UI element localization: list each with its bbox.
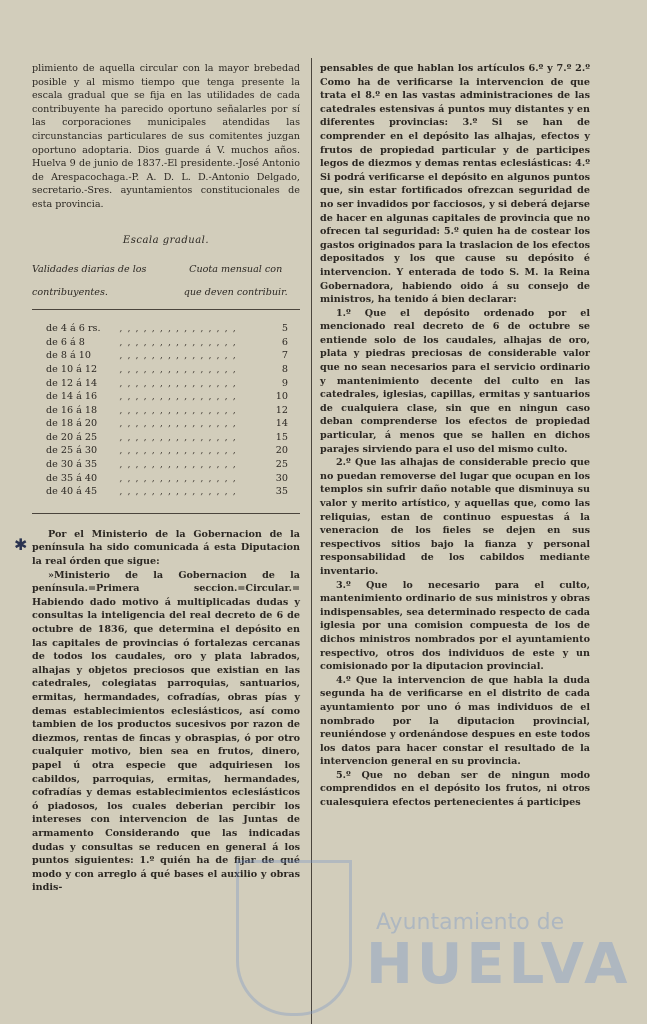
- scale-rule-bottom: [32, 513, 300, 514]
- scale-row-range: de 10 á 12: [46, 363, 98, 375]
- left-paragraph-1: plimiento de aquella circular con la mayor brebedad posible y al mismo tiempo que tenga presente la escala gradual que se fija en las utilidades de cada contribuyente ha parecido oportuno señalarles por sí las corporaciones municipales atendidas las circunstancias particulares de sus comitentes juzgan oportuno adoptaria. Dios guarde á V. muchos años. Huelva 9 de junio de 1837.-El presidente.-José Antonio de Arespacochaga.-P. A. D. L. D.-Antonio Delgado, secretario.-Sres. ayuntamientos constitucionales de esta provincia.: [32, 63, 300, 210]
- scale-row: [32, 349, 300, 363]
- scale-row-fee: 20: [275, 445, 288, 457]
- watermark-line-1: Ayuntamiento de: [376, 910, 565, 935]
- scale-row-fee: 9: [281, 377, 288, 389]
- scale-row: [32, 322, 300, 336]
- scale-header-left: Validades diarias de los: [32, 264, 147, 276]
- scale-row-range: de 30 á 35: [46, 459, 98, 471]
- scale-row-fee: 15: [275, 431, 288, 443]
- scale-row-range: de 8 á 10: [46, 350, 91, 362]
- scale-row-fee: 14: [275, 418, 288, 430]
- right-paragraph-5: 4.º Que la intervencion de que habla la duda segunda ha de verificarse en el distrito de cada ayuntamiento por uno ó mas individuos de el nombrado por la diputacion provincial, reuniéndose y ordenándose despues en este todos los datos para hacer constar el resultado de la intervencion general en su provincia.: [320, 674, 590, 768]
- scale-row-leader: , , , , , , , , , , , , , , ,: [119, 459, 237, 471]
- scale-row: [32, 444, 300, 458]
- scale-row-leader: , , , , , , , , , , , , , , ,: [119, 472, 237, 484]
- scale-row-leader: , , , , , , , , , , , , , , ,: [119, 431, 237, 443]
- scale-row: [32, 472, 300, 486]
- scale-row-range: de 20 á 25: [46, 431, 98, 443]
- scale-row-leader: , , , , , , , , , , , , , , ,: [119, 391, 237, 403]
- scale-row: [32, 336, 300, 350]
- scale-row-fee: 10: [275, 391, 288, 403]
- watermark-shield-icon: [236, 860, 352, 1016]
- scale-row: [32, 404, 300, 418]
- scale-row-range: de 40 á 45: [46, 486, 98, 498]
- scale-row-leader: , , , , , , , , , , , , , , ,: [119, 323, 237, 335]
- scale-row: [32, 485, 300, 499]
- scale-row-range: de 6 á 8: [46, 336, 85, 348]
- scale-row-fee: 6: [281, 336, 288, 348]
- right-paragraph-2: 1.º Que el depósito ordenado por el mencionado real decreto de 6 de octubre se entiende solo de los caudales, alhajas de oro, plata y piedras preciosas de considerable valor que no sean necesarios para el servicio ordinario y mantenimiento decente del culto en las catedrales, iglesias, capillas, ermitas y santuarios de cualquiera clase, sin que en ningun caso deban comprenderse los efectos de propiedad particular, á menos que se hallen en dichos parajes sirviendo para el uso del mismo culto.: [320, 307, 590, 455]
- scale-row-range: de 14 á 16: [46, 391, 98, 403]
- scale-row: [32, 458, 300, 472]
- scale-row-range: de 12 á 14: [46, 377, 98, 389]
- scale-row-leader: , , , , , , , , , , , , , , ,: [119, 377, 237, 389]
- scale-row-fee: 12: [275, 404, 288, 416]
- margin-mark-icon: ✱: [14, 535, 28, 554]
- scale-row-range: de 18 á 20: [46, 418, 98, 430]
- scale-row-fee: 35: [275, 486, 288, 498]
- scale-row-leader: , , , , , , , , , , , , , , ,: [119, 363, 237, 375]
- scale-row-leader: , , , , , , , , , , , , , , ,: [119, 486, 237, 498]
- scale-row-leader: , , , , , , , , , , , , , , ,: [119, 350, 237, 362]
- scale-row-fee: 7: [281, 350, 288, 362]
- scale-row-leader: , , , , , , , , , , , , , , ,: [119, 445, 237, 457]
- scale-header-right-2: que deven contribuir.: [183, 287, 288, 299]
- scale-header-2: [32, 286, 300, 299]
- right-paragraph-4: 3.º Que lo necesario para el culto, mantenimiento ordinario de sus ministros y obras indispensables, sea determinado respecto de cada iglesia por una comision compuesta de los de dichos ministros nombrados por el ayuntamiento respectivo, otros dos individuos de este y un comisionado por la diputacion provincial.: [320, 579, 590, 673]
- right-paragraph-1: pensables de que hablan los artículos 6.º y 7.º 2.º Como ha de verificarse la intervencion de que trata el 8.º en las vastas administraciones de las catedrales estensivas á puntos muy distantes y en diferentes provincias: 3.º Si se han de comprender en el depósito las alhajas, efectos y frutos de propiedad particular y de participes legos de diezmos y demas rentas eclesiásticas: 4.º Si podrá verificarse el depósito en algunos puntos que, sin estar fortificados ofrezcan seguridad de no ser invadidos por facciosos, y si deberá dejarse de hacer en algunas capitales de provincia que no ofrecen tal seguridad: 5.º quien ha de costear los gastos originados para la traslacion de los efectos depositados y los que cause su depósito é intervencion. Y enterada de todo S. M. la Reina Gobernadora, habiendo oido á su consejo de ministros, ha tenido á bien declarar:: [320, 63, 590, 306]
- watermark-line-2: HUELVA: [366, 932, 632, 997]
- scale-row-fee: 30: [275, 472, 288, 484]
- scale-row-fee: 25: [275, 459, 288, 471]
- watermark: [236, 860, 636, 1020]
- scale-header-left-2: contribuyentes.: [32, 287, 108, 299]
- scale-row-range: de 25 á 30: [46, 445, 98, 457]
- right-paragraph-6: 5.º Que no deban ser de ningun modo comprendidos en el depósito los frutos, ni otros cualesquiera efectos pertenecientes á participes: [320, 769, 590, 809]
- scale-header-right: Cuota mensual con: [189, 264, 283, 276]
- scale-row-leader: , , , , , , , , , , , , , , ,: [119, 404, 237, 416]
- scale-header: [32, 263, 300, 276]
- scale-row-fee: 5: [281, 323, 288, 335]
- scale-row-leader: , , , , , , , , , , , , , , ,: [119, 336, 237, 348]
- scale-rule-top: [32, 309, 300, 310]
- scale-table: [32, 322, 300, 499]
- scale-row: [32, 390, 300, 404]
- scale-row-fee: 8: [281, 363, 288, 375]
- scale-row-range: de 35 á 40: [46, 472, 98, 484]
- scale-row-range: de 4 á 6 rs.: [46, 323, 101, 335]
- scale-row: [32, 417, 300, 431]
- scale-row: [32, 431, 300, 445]
- scale-row: [32, 377, 300, 391]
- left-paragraph-3: »Ministerio de la Gobernacion de la península.=Primera seccion.=Circular.= Habiendo dado motivo á multiplicadas dudas y consultas la inteligencia del real decreto de 6 de octubre de 1836, que determina el depósito en las capitales de provincias ó fortalezas cercanas de todos los caudales, oro y plata labrados, alhajas y objetos preciosos que existian en las catedrales, colegiatas parroquias, santuarios, ermitas, hermandades, cofradías, obras pías y demas establecimientos eclesiásticos, así como tambien de los productos sucesivos por razon de diezmos, rentas de fincas y obraspias, ó por otro cualquier motivo, bien sea en frutos, dinero, papel ú otra especie que adquiriesen los cabildos, parroquias, ermitas, hermandades, cofradías y demas establecimientos eclesiásticos ó piadosos, los cuales deberian percibir los intereses con intervencion de las Juntas de armamento Considerando que las indicadas dudas y consultas se reducen en general á los puntos siguientes: 1.º quién ha de fijar de qué modo y con arreglo á qué bases el auxilio y obras indis-: [32, 569, 300, 894]
- right-paragraph-3: 2.º Que las alhajas de considerable precio que no puedan removerse del lugar que ocupan en los templos sin sufrir daño notable que disminuya su valor y merito artístico, y aquellas que, como las reliquias, estan de continuo espuestas á la veneracion de los fieles se dejen en sus respectivos sitios bajo la fianza y personal responsabilidad de los cabildos mediante inventario.: [320, 457, 590, 577]
- scale-row: [32, 363, 300, 377]
- scale-row-leader: , , , , , , , , , , , , , , ,: [119, 418, 237, 430]
- scale-row-range: de 16 á 18: [46, 404, 98, 416]
- left-paragraph-2: Por el Ministerio de la Gobernacion de la península ha sido comunicada á esta Diputacion la real órden que sigue:: [32, 528, 300, 568]
- scale-title: Escala gradual.: [122, 234, 210, 246]
